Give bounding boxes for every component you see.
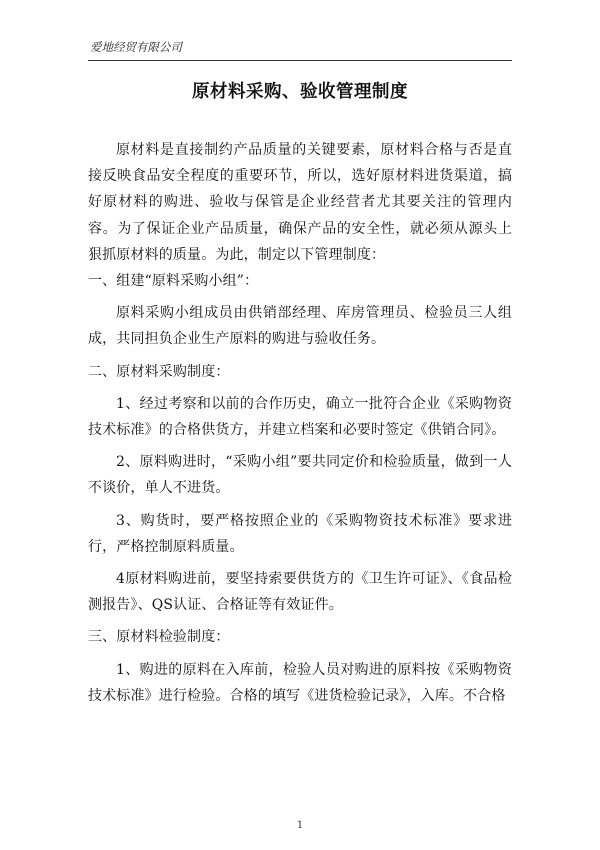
section-2-item-3: 3、购货时，要严格按照企业的《采购物资技术标准》要求进行，严格控制原料质量。 <box>88 512 512 555</box>
header-company-name: 爱地经贸有限公司 <box>90 40 182 54</box>
section-2-heading: 二、原材料采购制度： <box>88 363 230 380</box>
section-2-item-2: 2、原料购进时，“采购小组”要共同定价和检验质量，做到一人不谈价，单人不进货。 <box>88 454 512 497</box>
intro-paragraph: 原材料是直接制约产品质量的关键要素，原材料合格与否是直接反映食品安全程度的重要环节，所以，选好原材料进货渠道，搞好原材料的购进、验收与保管是企业经营者尤其要关注的管理内容。为了保证企业产品质量，确保产品的安全性，就必须从源头上狠抓原材料的质量。为此，制定以下管理制度： <box>88 142 512 263</box>
section-2-item-4: 4原材料购进前，要坚持索要供货方的《卫生许可证》、《食品检测报告》、QS认证、合格证等有效证件。 <box>88 571 512 614</box>
section-1-paragraph: 原料采购小组成员由供销部经理、库房管理员、检验员三人组成，共同担负企业生产原料的购进与验收任务。 <box>88 305 512 348</box>
header-divider <box>88 60 512 61</box>
section-3-heading: 三、原材料检验制度： <box>88 629 230 646</box>
document-title: 原材料采购、验收管理制度 <box>192 82 408 102</box>
section-3-item-1: 1、购进的原料在入库前，检验人员对购进的原料按《采购物资技术标准》进行检验。合格的填写《进货检验记录》，入库。不合格 <box>88 661 512 704</box>
document-body <box>88 137 512 709</box>
section-1-heading: 一、组建“原料采购小组”： <box>88 273 259 290</box>
section-2-item-1: 1、经过考察和以前的合作历史，确立一批符合企业《采购物资技术标准》的合格供货方，并建立档案和必要时签定《供销合同》。 <box>88 395 512 439</box>
page-number: 1 <box>296 820 304 831</box>
